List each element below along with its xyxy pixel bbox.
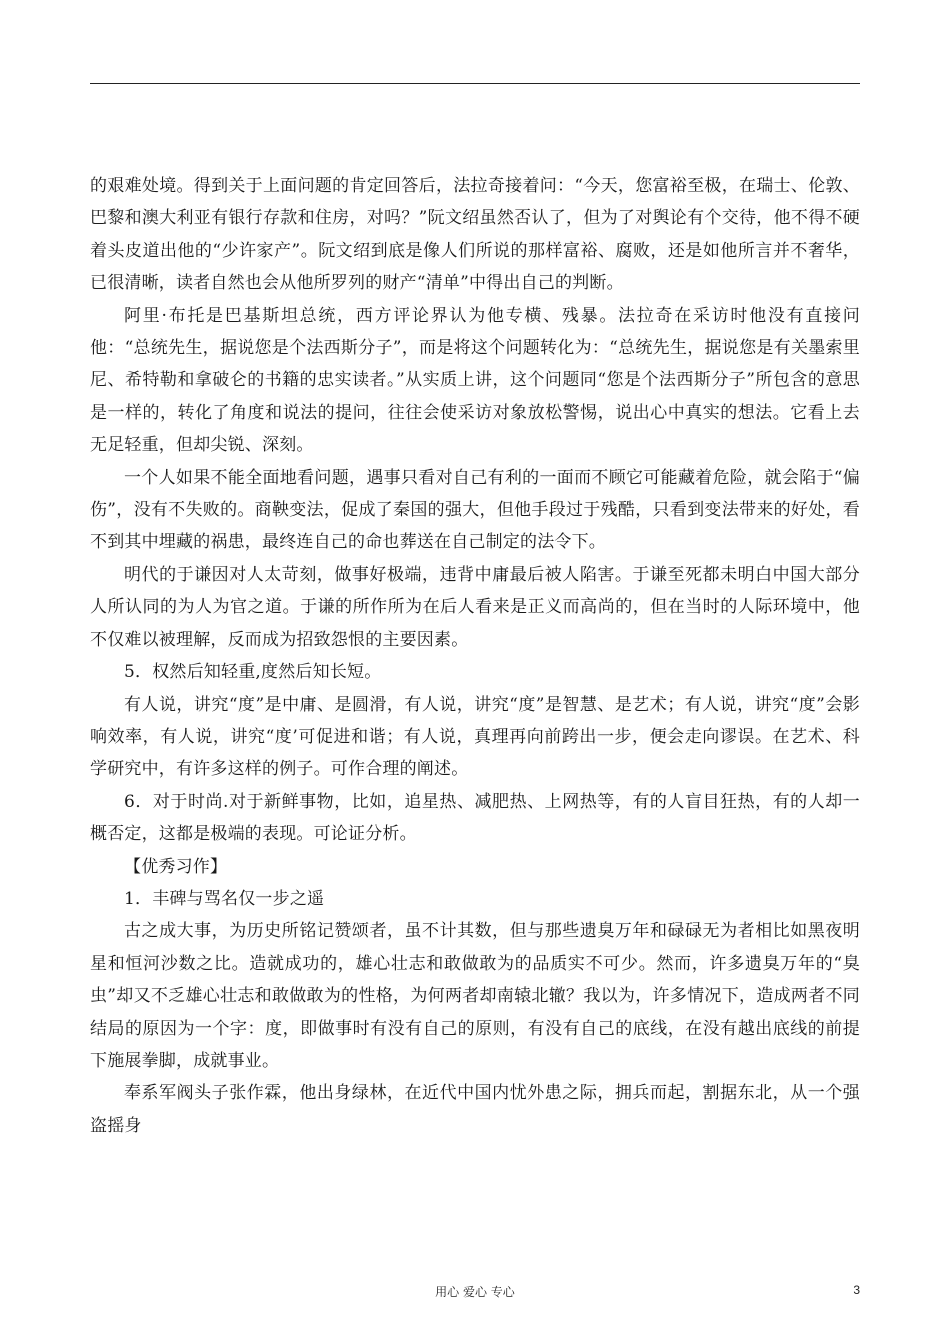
paragraph-bhutto: 阿里·布托是巴基斯坦总统，西方评论界认为他专横、残暴。法拉奇在采访时他没有直接问他：“总统先生，据说您是个法西斯分子”，而是将这个问题转化为：“总统先生，据说您是有关墨索里尼、希特勒和拿破仑的书籍的忠实读者。”从实质上讲，这个问题同“您是个法西斯分子”所包含的意思是一样的，转化了角度和说法的提问，往往会使采访对象放松警惕，说出心中真实的想法。它看上去无足轻重，但却尖锐、深刻。: [90, 305, 860, 456]
footer-motto: 用心 爱心 专心: [435, 1285, 515, 1299]
paragraph-essay-intro: 古之成大事，为历史所铭记赞颂者，虽不计其数，但与那些遗臭万年和碌碌无为者相比如黑夜明星和恒河沙数之比。造就成功的，雄心壮志和敢做敢为的品质实不可少。然而，许多遗臭万年的“臭虫”却又不乏雄心壮志和敢做敢为的性格，为何两者却南辕北辙？我以为，许多情况下，造成两者不同结局的原因为一个字：度，即做事时有没有自己的原则，有没有自己的底线，在没有越出底线的前提下施展拳脚，成就事业。: [90, 921, 860, 1071]
topic-5-heading: 5．权然后知轻重,度然后知长短。: [124, 662, 382, 683]
header-rule: [90, 83, 860, 84]
paragraph-shang-yang: 一个人如果不能全面地看问题，遇事只看对自己有利的一面而不顾它可能藏着危险，就会陷于“偏伤”，没有不失败的。商鞅变法，促成了秦国的强大，但他手段过于残酷，只看到变法带来的好处，看不到其中埋藏的祸患，最终连自己的命也葬送在自己制定的法令下。: [90, 467, 860, 553]
paragraph-yu-qian: 明代的于谦因对人太苛刻，做事好极端，违背中庸最后被人陷害。于谦至死都未明白中国大部分人所认同的为人为官之道。于谦的所作所为在后人看来是正义而高尚的，但在当时的人际环境中，他不仅难以被理解，反而成为招致怨恨的主要因素。: [90, 564, 860, 650]
paragraph-continuation: 的艰难处境。得到关于上面问题的肯定回答后，法拉奇接着问：“今天，您富裕至极，在瑞士、伦敦、巴黎和澳大利亚有银行存款和住房，对吗？”阮文绍虽然否认了，但为了对舆论有个交待，他不得不硬着头皮道出他的“少许家产”。阮文绍到底是像人们所说的那样富裕、腐败，还是如他所言并不奢华，已很清晰，读者自然也会从他所罗列的财产“清单”中得出自己的判断。: [90, 176, 860, 294]
paragraph-topic-5: 有人说，讲究“度”是中庸、是圆滑，有人说，讲究“度”是智慧、是艺术；有人说，讲究“度”会影响效率，有人说，讲究“度’可促进和谐；有人说，真理再向前跨出一步，便会走向谬误。在艺术、科学研究中，有许多这样的例子。可作合理的阐述。: [90, 694, 860, 780]
essay-title: 1．丰碑与骂名仅一步之遥: [124, 888, 325, 909]
section-heading-excellent-essays: 【优秀习作】: [124, 856, 228, 877]
paragraph-topic-6: 6．对于时尚.对于新鲜事物，比如，追星热、减肥热、上网热等，有的人盲目狂热，有的人却一概否定，这都是极端的表现。可论证分析。: [90, 791, 860, 845]
page-number: 3: [853, 1283, 860, 1297]
paragraph-zhang-zuolin: 奉系军阀头子张作霖，他出身绿林，在近代中国内忧外患之际，拥兵而起，割据东北，从一个强盗摇身: [90, 1083, 860, 1136]
page-body: [90, 170, 860, 1142]
